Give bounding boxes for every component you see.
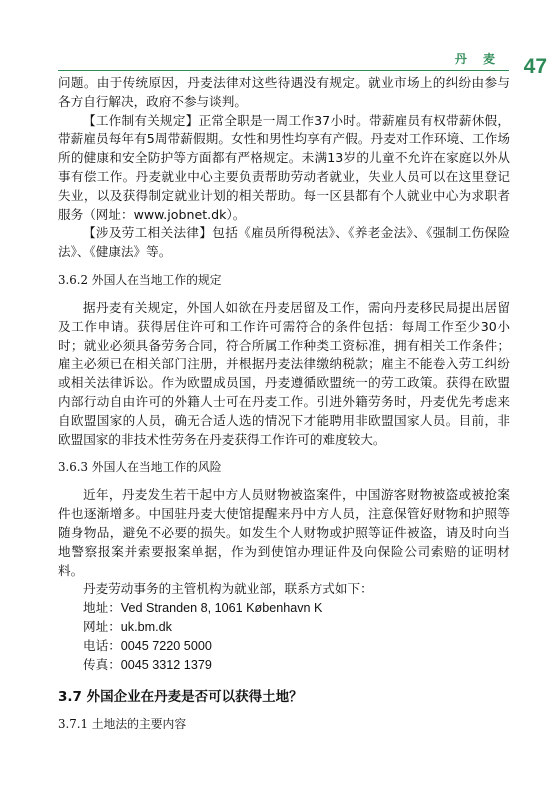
address-value: Ved Stranden 8, 1061 København K	[120, 601, 323, 616]
paragraph-foreign-work-risks: 近年，丹麦发生若干起中方人员财物被盗案件，中国游客财物被盗或被抢案件也逐渐增多。中国驻丹麦大使馆提醒来丹中方人员，注意保管好财物和护照等随身物品，避免不必要的损失。如发生个人财物或护照等证件被盗，请及时向当地警察报案并索要报案单据，作为到使馆办理证件及向保险公司索赔的证明材料。	[58, 487, 510, 578]
subsection-heading-3-7-1: 3.7.1 土地法的主要内容	[58, 717, 187, 732]
phone-label: 电话：	[83, 637, 121, 653]
page-body	[58, 74, 510, 743]
contact-fax	[58, 656, 510, 675]
section-heading-3-7: 3.7 外国企业在丹麦是否可以获得土地？	[58, 689, 303, 706]
website-label: 网址：	[83, 618, 121, 634]
phone-value: 0045 7220 5000	[120, 638, 212, 653]
website-value: uk.bm.dk	[120, 619, 172, 634]
header-divider	[58, 70, 509, 71]
contact-website	[58, 618, 510, 637]
subsection-heading-3-6-2: 3.6.2 外国人在当地工作的规定	[58, 272, 222, 287]
paragraph-work-hours: 【工作制有关规定】正常全职是一周工作37小时。带薪雇员有权带薪休假，带薪雇员每年有5周带薪假期。女性和男性均享有产假。丹麦对工作环境、工作场所的健康和安全防护等方面都有严格规定。未满13岁的儿童不允许在家庭以外从事有偿工作。丹麦就业中心主要负责帮助劳动者就业，失业人员可以在这里登记失业，以及获得制定就业计划的相关帮助。每一区县都有个人就业中心为求职者服务（网址：www.jobnet.dk）。	[58, 112, 510, 222]
contact-address	[58, 599, 510, 618]
address-label: 地址：	[83, 600, 121, 616]
fax-label: 传真：	[83, 656, 121, 672]
contact-phone	[58, 637, 510, 656]
paragraph-continuation: 问题。由于传统原因，丹麦法律对这些待遇没有规定。就业市场上的纠纷由参与各方自行解决，政府不参与谈判。	[58, 75, 510, 109]
paragraph-ministry-contact-intro: 丹麦劳动事务的主管机构为就业部，联系方式如下：	[83, 581, 373, 597]
paragraph-foreign-work-rules: 据丹麦有关规定，外国人如欲在丹麦居留及工作，需向丹麦移民局提出居留及工作申请。获得居住许可和工作许可需符合的条件包括：每周工作至少30小时；就业必须具备劳务合同，符合所属工作种类工资标准，拥有相关工作条件；雇主必须已在相关部门注册，并根据丹麦法律缴纳税款；雇主不能卷入劳工纠纷或相关法律诉讼。作为欧盟成员国，丹麦遵循欧盟统一的劳工政策。获得在欧盟内部行动自由许可的外籍人士可在丹麦工作。引进外籍劳务时，丹麦优先考虑来自欧盟国家的人员，确无合适人选的情况下才能聘用非欧盟国家人员。目前，非欧盟国家的非技术性劳务在丹麦获得工作许可的难度较大。	[58, 299, 510, 447]
page-number: 47	[523, 55, 547, 78]
subsection-heading-3-6-3: 3.6.3 外国人在当地工作的风险	[58, 460, 222, 475]
running-header-title: 丹 麦	[454, 52, 501, 66]
fax-value: 0045 3312 1379	[120, 657, 212, 672]
paragraph-labor-laws: 【涉及劳工相关法律】包括《雇员所得税法》、《养老金法》、《强制工伤保险法》、《健康法》等。	[58, 225, 510, 260]
